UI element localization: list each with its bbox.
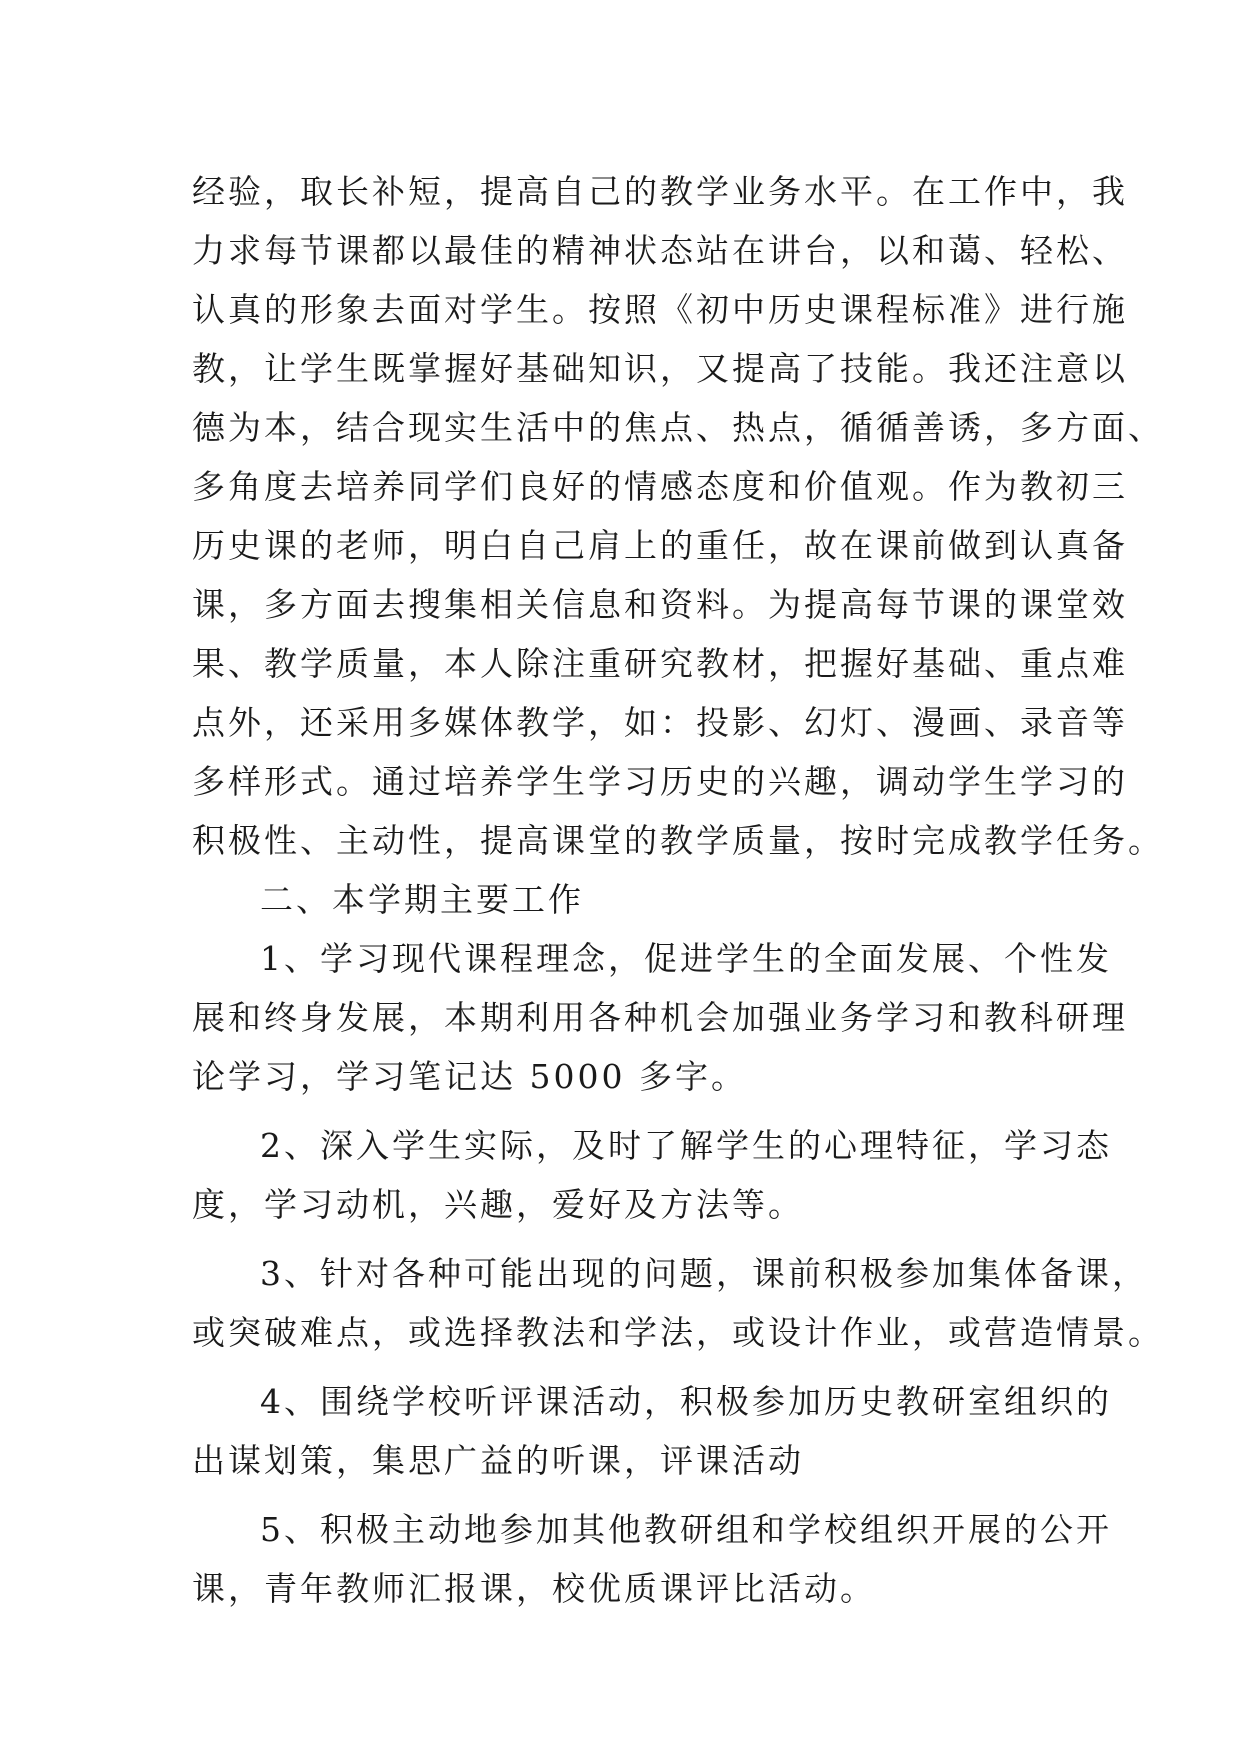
- text-line: 德为本，结合现实生活中的焦点、热点，循循善诱，多方面、: [192, 408, 1164, 447]
- text-line: 积极性、主动性，提高课堂的教学质量，按时完成教学任务。: [192, 821, 1164, 860]
- text-line: 多角度去培养同学们良好的情感态度和价值观。作为教初三: [192, 467, 1128, 506]
- list-item: [192, 1372, 1112, 1490]
- text-line: 多样形式。通过培养学生学习历史的兴趣，调动学生学习的: [192, 762, 1128, 801]
- text-line: 认真的形象去面对学生。按照《初中历史课程标准》进行施: [192, 290, 1128, 329]
- text-line: 3、针对各种可能出现的问题，课前积极参加集体备课，: [260, 1254, 1148, 1293]
- text-line: 教，让学生既掌握好基础知识，又提高了技能。我还注意以: [192, 349, 1128, 388]
- text-line: 力求每节课都以最佳的精神状态站在讲台，以和蔼、轻松、: [192, 231, 1128, 270]
- text-line: 课，多方面去搜集相关信息和资料。为提高每节课的课堂效: [192, 585, 1128, 624]
- text-line: 课，青年教师汇报课，校优质课评比活动。: [192, 1569, 876, 1608]
- text-line: 展和终身发展，本期利用各种机会加强业务学习和教科研理: [192, 998, 1128, 1037]
- text-line: 或突破难点，或选择教法和学法，或设计作业，或营造情景。: [192, 1313, 1164, 1352]
- text-line: 历史课的老师，明白自己肩上的重任，故在课前做到认真备: [192, 526, 1128, 565]
- text-line: 果、教学质量，本人除注重研究教材，把握好基础、重点难: [192, 644, 1128, 683]
- text-line: 点外，还采用多媒体教学，如：投影、幻灯、漫画、录音等: [192, 703, 1128, 742]
- text-line: 5、积极主动地参加其他教研组和学校组织开展的公开: [260, 1510, 1112, 1549]
- text-line: 论学习，学习笔记达 5000 多字。: [192, 1057, 747, 1096]
- list-item: [192, 1500, 1112, 1618]
- document-body: [192, 162, 1164, 1618]
- list-item: [192, 1244, 1164, 1362]
- text-line: 出谋划策，集思广益的听课，评课活动: [192, 1441, 804, 1480]
- list-item: [192, 1116, 1112, 1234]
- paragraph-experience: [192, 162, 1164, 870]
- text-line: 经验，取长补短，提高自己的教学业务水平。在工作中，我: [192, 172, 1128, 211]
- text-line: 4、围绕学校听评课活动，积极参加历史教研室组织的: [260, 1382, 1112, 1421]
- text-line: 2、深入学生实际，及时了解学生的心理特征，学习态: [260, 1126, 1112, 1165]
- list-item: [192, 929, 1128, 1106]
- text-line: 度，学习动机，兴趣，爱好及方法等。: [192, 1185, 804, 1224]
- section-heading: 二、本学期主要工作: [260, 880, 584, 919]
- text-line: 1、学习现代课程理念，促进学生的全面发展、个性发: [260, 939, 1112, 978]
